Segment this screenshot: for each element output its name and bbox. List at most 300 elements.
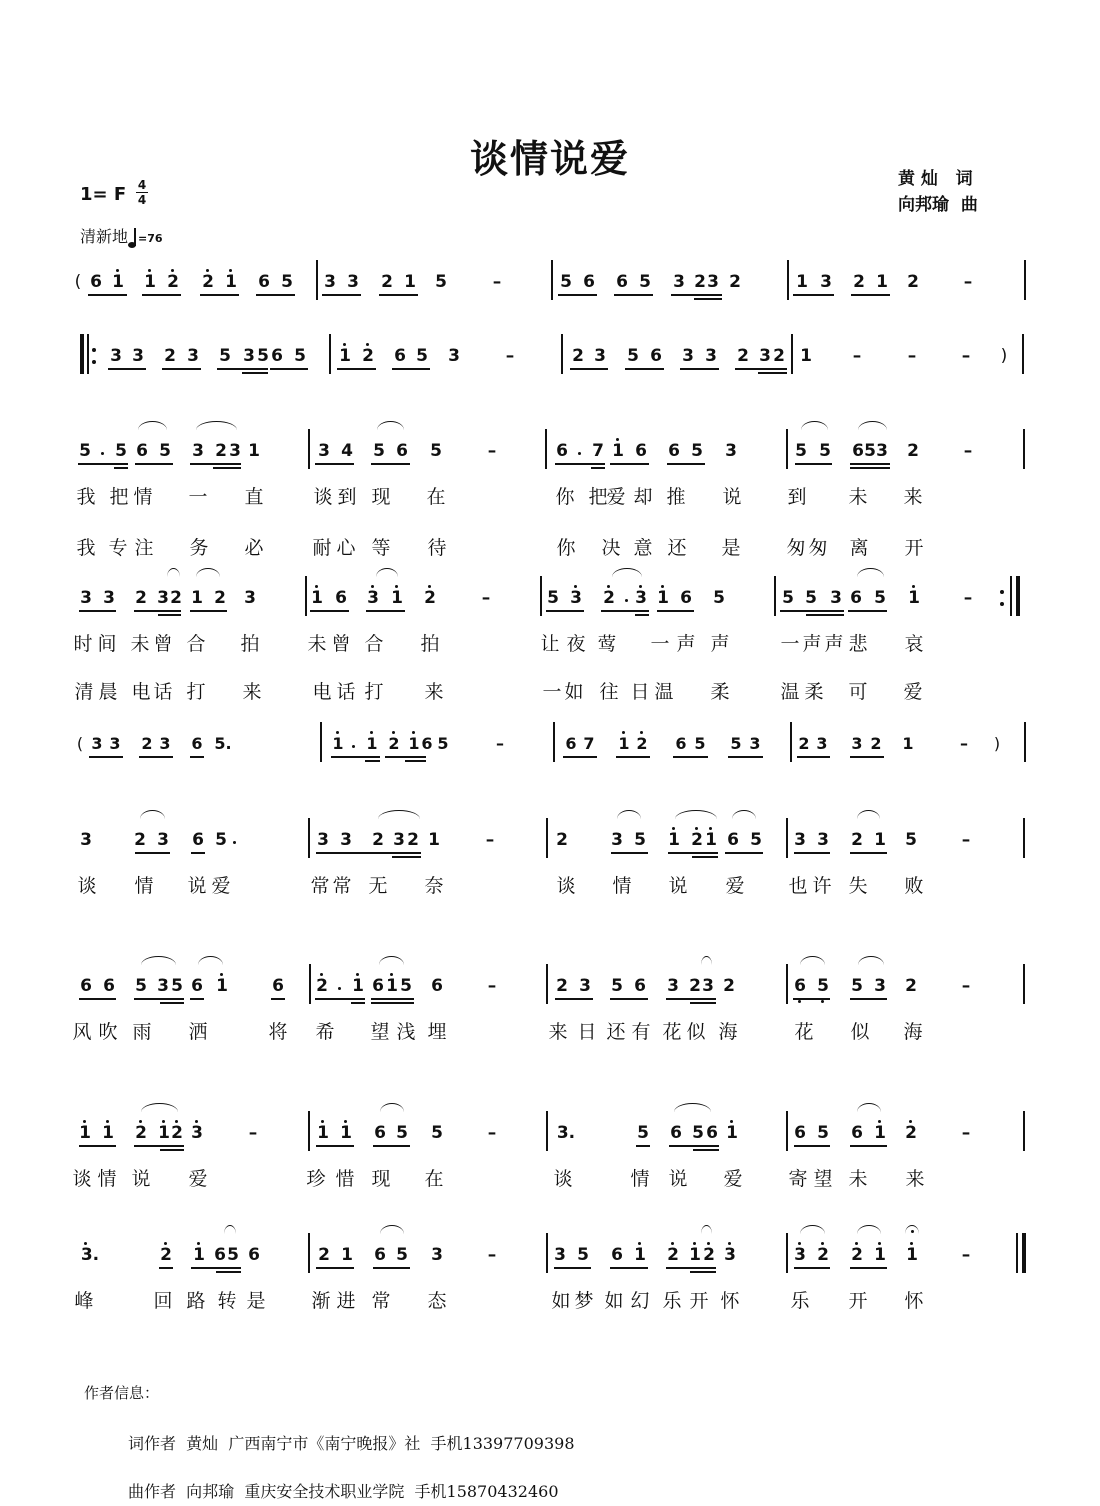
- lyric-char: 专: [108, 537, 128, 559]
- lyric-char: 说: [668, 1168, 688, 1190]
- note: 5: [819, 441, 831, 461]
- underline-beam: [190, 756, 204, 758]
- note: 1: [796, 272, 808, 292]
- note: 2: [703, 1245, 715, 1265]
- lyric-char: 说: [722, 486, 742, 508]
- lyric-char: 是: [721, 537, 741, 559]
- high-octave-dot: [730, 1120, 733, 1123]
- high-octave-dot: [909, 1120, 912, 1123]
- note: 6: [374, 1123, 386, 1143]
- note: 2: [134, 830, 146, 850]
- note: 6: [556, 441, 568, 461]
- slur-tie: [701, 1225, 712, 1234]
- note: 2: [407, 830, 419, 850]
- dash: –: [248, 1123, 258, 1143]
- lyric-char: 珍: [306, 1168, 326, 1190]
- lyric-char: 乐: [790, 1290, 810, 1312]
- note: 1: [340, 1123, 352, 1143]
- note: 6: [635, 441, 647, 461]
- slur-tie: [198, 956, 223, 965]
- slur-tie: [674, 1103, 711, 1112]
- lyric-char: 有: [631, 1021, 651, 1043]
- note: 6: [374, 1245, 386, 1265]
- barline: [786, 964, 788, 1004]
- underline-beam: [793, 998, 830, 1000]
- lyric-char: 来: [242, 681, 262, 703]
- dash: –: [852, 346, 862, 366]
- note: 1: [79, 1123, 91, 1143]
- underline-beam: [690, 1271, 716, 1273]
- underline-beam: [114, 467, 128, 469]
- tempo-bpm: =76: [138, 232, 163, 245]
- lyric-char: 如: [564, 681, 584, 703]
- dash: –: [907, 346, 917, 366]
- lyric-char: 爱: [211, 875, 231, 897]
- lyric-char: 来: [548, 1021, 568, 1043]
- underline-beam: [850, 463, 890, 465]
- lyric-char: 话: [336, 681, 356, 703]
- note: 5: [864, 441, 876, 461]
- lyric-char: 来: [905, 1168, 925, 1190]
- underline-beam: [142, 294, 181, 296]
- high-octave-dot: [370, 731, 373, 734]
- note: 3: [80, 830, 92, 850]
- lyric-char: 曾: [331, 633, 351, 655]
- note: 3: [109, 734, 121, 753]
- repeat-dot: [92, 348, 96, 352]
- high-octave-dot: [798, 1242, 801, 1245]
- note: 6: [335, 588, 347, 608]
- lyric-char: 谈: [77, 875, 97, 897]
- credits: [898, 166, 978, 218]
- lyric-char: 你: [555, 486, 575, 508]
- repeat-dot: [92, 360, 96, 364]
- underline-beam: [673, 756, 708, 758]
- underline-beam: [780, 610, 844, 612]
- barline: [786, 1233, 788, 1273]
- final-thick-bar: [1022, 1233, 1026, 1273]
- underline-beam: [850, 1145, 887, 1147]
- lyric-char: 合: [364, 633, 384, 655]
- note: 3: [874, 976, 886, 996]
- lyric-char: 话: [153, 681, 173, 703]
- lyric-char: 注: [134, 537, 154, 559]
- underline-beam: [669, 1145, 719, 1147]
- lyric-char: 一: [650, 633, 670, 655]
- lyric-char: 开: [848, 1290, 868, 1312]
- lyric-char: 柔: [710, 681, 730, 703]
- high-octave-dot: [622, 731, 625, 734]
- slur-tie: [857, 1225, 881, 1234]
- note: 1: [191, 588, 203, 608]
- underline-beam: [191, 1267, 241, 1269]
- lyric-char: 间: [97, 633, 117, 655]
- note: 3: [816, 734, 828, 753]
- augmentation-dot: [625, 599, 628, 602]
- underline-beam: [610, 463, 649, 465]
- note: 6: [272, 976, 284, 996]
- note: 3: [431, 1245, 443, 1265]
- high-octave-dot: [607, 585, 610, 588]
- lyric-char: 现: [371, 486, 391, 508]
- fermata-dot: [911, 1230, 914, 1233]
- underline-beam: [563, 756, 597, 758]
- lyric-char: 谈: [72, 1168, 92, 1190]
- underline-beam: [322, 294, 361, 296]
- note: 1: [193, 1245, 205, 1265]
- underline-beam: [794, 852, 830, 854]
- slur-tie: [612, 568, 642, 577]
- note: 5: [430, 441, 442, 461]
- note: 4: [341, 441, 353, 461]
- slur-tie: [617, 810, 641, 819]
- dash: –: [481, 588, 491, 608]
- lyric-char: 未: [848, 486, 868, 508]
- note: 1: [800, 346, 812, 366]
- note: 5: [257, 346, 269, 366]
- lyric-char: 合: [186, 633, 206, 655]
- note: 6: [103, 976, 115, 996]
- note: 5: [691, 441, 703, 461]
- note: 6: [258, 272, 270, 292]
- note: 3: [243, 346, 255, 366]
- lyric-char: 花: [662, 1021, 682, 1043]
- note: 5: [227, 1245, 239, 1265]
- underline-beam: [851, 294, 890, 296]
- note: 3: [830, 588, 842, 608]
- dash: –: [487, 1123, 497, 1143]
- note: 3: [611, 830, 623, 850]
- note: 3: [229, 441, 241, 461]
- high-octave-dot: [878, 1120, 881, 1123]
- lyric-char: 寄: [788, 1168, 808, 1190]
- note: 3: [579, 976, 591, 996]
- quarter-note-icon: [128, 230, 138, 248]
- lyric-char: 开: [689, 1290, 709, 1312]
- underline-beam: [79, 1145, 116, 1147]
- slur-tie: [224, 1225, 236, 1234]
- lyric-char: 日: [577, 1021, 597, 1043]
- note: 5: [637, 1123, 649, 1143]
- lyric-char: 爱: [606, 486, 626, 508]
- note: 2: [424, 588, 436, 608]
- underline-beam: [405, 760, 426, 762]
- slur-tie: [800, 1225, 825, 1234]
- high-octave-dot: [671, 1242, 674, 1245]
- note: 5: [159, 441, 171, 461]
- lyric-char: 雨: [132, 1021, 152, 1043]
- barline: [1024, 722, 1026, 762]
- note: 1: [874, 830, 886, 850]
- note: 3: [187, 346, 199, 366]
- note: 1: [339, 346, 351, 366]
- barline: [1024, 260, 1026, 300]
- lyric-char: 海: [903, 1021, 923, 1043]
- note: 5: [215, 830, 227, 850]
- note: 2: [202, 272, 214, 292]
- note: 1: [311, 588, 323, 608]
- note: 6: [616, 272, 628, 292]
- tempo-text: 清新地: [80, 227, 129, 246]
- underline-beam: [692, 856, 718, 858]
- lyric-char: 耐: [312, 537, 332, 559]
- note: 3: [667, 976, 679, 996]
- note: 6: [706, 1123, 718, 1143]
- time-sig-top: 4: [137, 178, 147, 192]
- high-octave-dot: [106, 1120, 109, 1123]
- note: 5: [750, 830, 762, 850]
- bracket: (: [74, 272, 82, 292]
- repeat-start-thick-bar: [80, 334, 84, 374]
- note: 1: [705, 830, 717, 850]
- note: 1: [386, 976, 398, 996]
- underline-beam: [316, 852, 421, 854]
- slur-tie: [801, 421, 828, 430]
- underline-beam: [366, 610, 405, 612]
- note: 1: [404, 272, 416, 292]
- note: 6: [851, 1123, 863, 1143]
- high-octave-dot: [116, 269, 119, 272]
- barline: [1023, 429, 1025, 469]
- note: 2: [907, 441, 919, 461]
- note: 2: [318, 1245, 330, 1265]
- underline-beam: [850, 756, 884, 758]
- note: 1: [366, 734, 378, 753]
- lyric-char: 如: [604, 1290, 624, 1312]
- note: 3: [132, 346, 144, 366]
- note: 5: [730, 734, 742, 753]
- lyric-char: 乐: [662, 1290, 682, 1312]
- lyric-char: 海: [718, 1021, 738, 1043]
- lyric-char: 情: [612, 875, 632, 897]
- lyric-char: 来: [903, 486, 923, 508]
- high-octave-dot: [320, 973, 323, 976]
- composer-credit: 向邦瑜 曲: [898, 195, 978, 215]
- lyric-char: 夜: [566, 633, 586, 655]
- note: 3: [324, 272, 336, 292]
- lyric-char: 你: [556, 537, 576, 559]
- underline-beam: [680, 368, 719, 370]
- lyric-char: 匆: [786, 537, 806, 559]
- lyric-char: 情: [134, 875, 154, 897]
- underline-beam: [158, 614, 181, 616]
- high-octave-dot: [639, 585, 642, 588]
- high-octave-dot: [315, 585, 318, 588]
- note: 6: [650, 346, 662, 366]
- lyric-char: 哀: [904, 633, 924, 655]
- high-octave-dot: [321, 1120, 324, 1123]
- song-title: 谈情说爱: [469, 136, 630, 181]
- note: 6: [214, 1245, 226, 1265]
- note: 3: [103, 588, 115, 608]
- lyric-char: 曾: [153, 633, 173, 655]
- slur-tie: [380, 1103, 404, 1112]
- underline-beam: [725, 852, 763, 854]
- underline-beam: [190, 998, 204, 1000]
- high-octave-dot: [139, 1120, 142, 1123]
- lyric-char: 路: [186, 1290, 206, 1312]
- underline-beam: [162, 368, 201, 370]
- note: 3: [725, 441, 737, 461]
- underline-beam: [139, 756, 173, 758]
- lyric-char: 我: [76, 486, 96, 508]
- slur-tie: [858, 421, 887, 430]
- barline: [1023, 818, 1025, 858]
- lyric-char: 把: [109, 486, 129, 508]
- lyric-char: 惜: [335, 1168, 355, 1190]
- barline: [787, 260, 789, 300]
- lyric-char: 将: [268, 1021, 288, 1043]
- dash: –: [960, 734, 968, 753]
- note: 3: [594, 346, 606, 366]
- note: 3.: [556, 1123, 576, 1143]
- lyric-char: 希: [315, 1021, 335, 1043]
- lyric-char: 心: [336, 537, 356, 559]
- note: 6: [670, 1123, 682, 1143]
- lyric-char: 还: [606, 1021, 626, 1043]
- barline: [316, 260, 318, 300]
- note: 3: [554, 1245, 566, 1265]
- underline-beam: [546, 610, 584, 612]
- slur-tie: [167, 568, 180, 577]
- note: 6: [668, 441, 680, 461]
- dash: –: [963, 588, 973, 608]
- note: 5: [905, 830, 917, 850]
- note: 2: [689, 976, 701, 996]
- note: 5: [639, 272, 651, 292]
- note: 1: [906, 1245, 918, 1265]
- dash: –: [487, 976, 497, 996]
- lyric-char: 风: [72, 1021, 92, 1043]
- note: 6: [90, 272, 102, 292]
- lyric-char: 打: [364, 681, 384, 703]
- high-octave-dot: [356, 973, 359, 976]
- tempo-marking: [80, 224, 163, 248]
- slur-tie: [196, 568, 220, 577]
- note: 2: [723, 976, 735, 996]
- note: 3: [317, 830, 329, 850]
- lyric-char: 情: [97, 1168, 117, 1190]
- lyric-char: 一: [542, 681, 562, 703]
- note: 1: [391, 588, 403, 608]
- note: 1: [634, 1245, 646, 1265]
- underline-beam: [379, 294, 418, 296]
- barline: [791, 334, 793, 374]
- underline-beam: [794, 1267, 830, 1269]
- note: 1: [352, 976, 364, 996]
- lyric-char: 打: [186, 681, 206, 703]
- lyric-char: 常: [371, 1290, 391, 1312]
- repeat-end-thin-bar: [1010, 576, 1012, 616]
- high-octave-dot: [148, 269, 151, 272]
- bracket: ): [1000, 346, 1008, 366]
- note: 5: [400, 976, 412, 996]
- note: 1: [657, 588, 669, 608]
- barline: [546, 818, 548, 858]
- note: 1: [248, 441, 260, 461]
- underline-beam: [558, 294, 597, 296]
- note: 2: [691, 830, 703, 850]
- note: 3: [192, 441, 204, 461]
- note: 6: [794, 976, 806, 996]
- bracket: ): [993, 734, 1001, 753]
- note: 3: [367, 588, 379, 608]
- note: 6: [248, 1245, 260, 1265]
- lyric-char: 回: [153, 1290, 173, 1312]
- lyric-char: 洒: [188, 1021, 208, 1043]
- underline-beam: [217, 368, 268, 370]
- underline-beam: [108, 368, 146, 370]
- note: 2: [870, 734, 882, 753]
- lyric-char: 在: [424, 1168, 444, 1190]
- underline-beam: [337, 368, 376, 370]
- note: 5: [560, 272, 572, 292]
- lyric-char: 怀: [904, 1290, 924, 1312]
- underline-beam: [270, 368, 308, 370]
- lyric-char: 必: [244, 537, 264, 559]
- note: 6: [675, 734, 687, 753]
- barline: [1023, 964, 1025, 1004]
- lyric-char: 似: [850, 1021, 870, 1043]
- lyric-char: 常: [310, 875, 330, 897]
- lyric-char: 离: [849, 537, 869, 559]
- note: 5: [396, 1245, 408, 1265]
- note: 1: [408, 734, 420, 753]
- barline: [546, 1233, 548, 1273]
- slur-tie: [141, 1103, 178, 1112]
- note: 3: [157, 830, 169, 850]
- slur-tie: [380, 1225, 404, 1234]
- lyric-char: 也: [788, 875, 808, 897]
- lyric-char: 进: [336, 1290, 356, 1312]
- note: 1: [317, 1123, 329, 1143]
- note: 6: [634, 976, 646, 996]
- lyric-char: 电: [312, 681, 332, 703]
- lyric-char: 常: [332, 875, 352, 897]
- note: 1: [902, 734, 914, 753]
- note: 7: [592, 441, 604, 461]
- underline-beam: [758, 372, 787, 374]
- lyric-char: 态: [427, 1290, 447, 1312]
- note: 5: [577, 1245, 589, 1265]
- note: 1: [726, 1123, 738, 1143]
- underline-beam: [668, 852, 718, 854]
- high-octave-dot: [366, 343, 369, 346]
- slur-tie: [140, 810, 165, 819]
- underline-beam: [316, 1267, 354, 1269]
- note: 2: [381, 272, 393, 292]
- note: 3: [340, 830, 352, 850]
- note: 5: [782, 588, 794, 608]
- underline-beam: [200, 294, 239, 296]
- note: 6: [136, 441, 148, 461]
- note: 2: [141, 734, 153, 753]
- lyric-char: 悲: [848, 633, 868, 655]
- note: 2: [773, 346, 785, 366]
- note: 6: [852, 441, 864, 461]
- note: 6: [396, 441, 408, 461]
- note: 2: [362, 346, 374, 366]
- high-octave-dot: [640, 731, 643, 734]
- note: 2: [372, 830, 384, 850]
- high-octave-dot: [912, 585, 915, 588]
- lyric-char: 失: [848, 875, 868, 897]
- lyric-char: 爱: [903, 681, 923, 703]
- low-octave-dot: [821, 1000, 824, 1003]
- underline-beam: [160, 1149, 184, 1151]
- lyric-char: 到: [787, 486, 807, 508]
- underline-beam: [636, 1145, 650, 1147]
